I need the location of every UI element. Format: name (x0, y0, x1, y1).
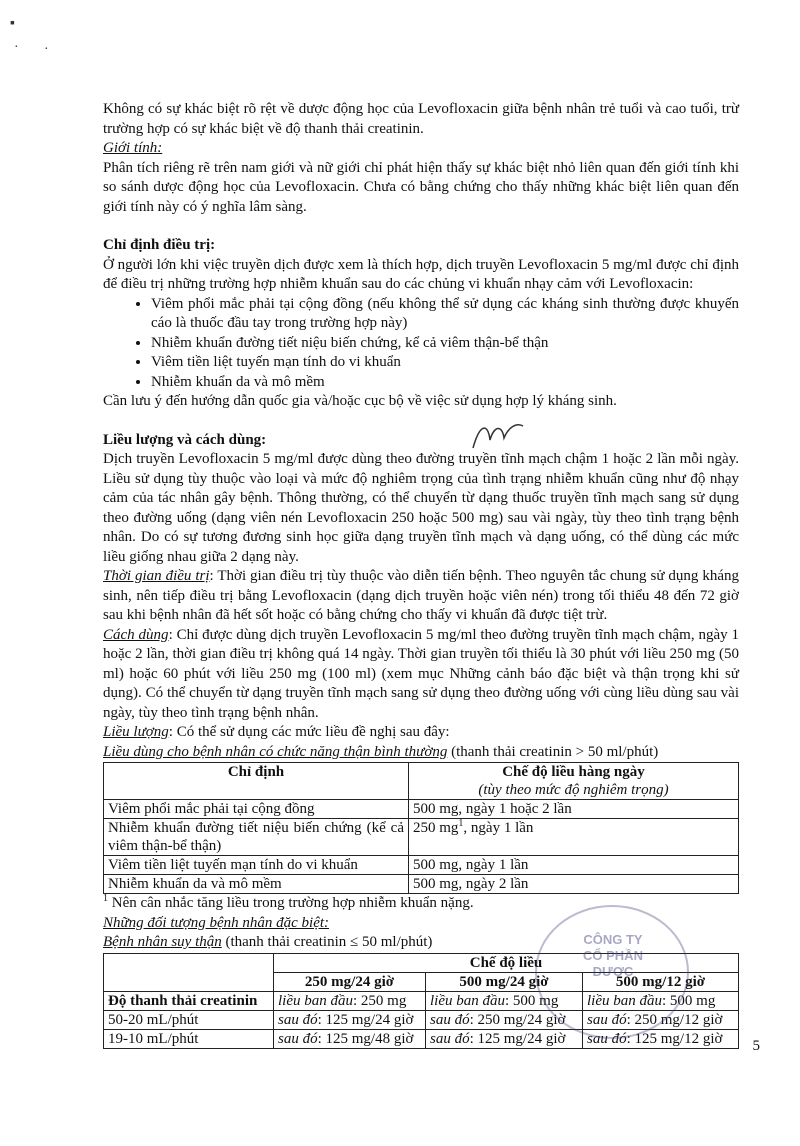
table-row: 19-10 mL/phút sau đó: 125 mg/48 giờ sau đó: 125 mg/24 giờ sau đó: 125 mg/12 giờ (104, 1029, 739, 1048)
indication-list (103, 295, 739, 393)
label-duration: Thời gian điều trị (103, 568, 210, 584)
table-row: 50-20 mL/phút sau đó: 125 mg/24 giờ sau đó: 250 mg/24 giờ sau đó: 250 mg/12 giờ (104, 1010, 739, 1029)
heading-indications: Chỉ định điều trị: (103, 237, 216, 253)
caption-normal-renal: Liều dùng cho bệnh nhân có chức năng thận bình thường (thanh thải creatinin > 50 ml/phút) (103, 743, 659, 760)
list-item: • Viêm phổi mắc phải tại cộng đồng (nếu không thể sử dụng các kháng sinh thường được khuyến cáo là thuốc đầu tay trong trường hợp này) (151, 295, 739, 334)
heading-dosage: Liều lượng và cách dùng: (103, 431, 267, 448)
paragraph-gender: Phân tích riêng rẽ trên nam giới và nữ giới chỉ phát hiện thấy sự khác biệt nhỏ liên quan đến giới tính khi so sánh dược động học của Levofloxacin. Chưa có bằng chứng cho thấy những khác biệt liên quan đến giới tính này có ý nghĩa lâm sàng. (103, 159, 739, 215)
list-item: • Nhiễm khuẩn da và mô mềm (151, 373, 739, 393)
paragraph-administration: Cách dùng: Chỉ được dùng dịch truyền Levofloxacin 5 mg/ml theo đường truyền tĩnh mạch chậm, ngày 1 hoặc 2 lần, thời gian điều trị không quá 14 ngày. Thời gian truyền tối thiểu là 30 phút với liều 250 mg (50 ml) hoặc 60 phút với liều 250 mg (100 ml) (xem mục Những cảnh báo đặc biệt và thận trọng khi sử dụng). Có thể chuyển từ dạng truyền tĩnh mạch sang sử dụng theo đường uống với cùng liều dùng sau vài ngày, tùy theo tình trạng bệnh nhân. (103, 626, 739, 721)
document-page (103, 100, 739, 1049)
caption-renal-impairment: Bệnh nhân suy thận (thanh thải creatinin ≤ 50 ml/phút) (103, 934, 433, 950)
footnote: $^1$ Nên cân nhắc tăng liều trong trường hợp nhiễm khuẩn nặng. (103, 893, 474, 911)
list-item: • Viêm tiền liệt tuyến mạn tính do vi khuẩn (151, 353, 739, 373)
table-row: Nhiễm khuẩn da và mô mềm 500 mg, ngày 2 lần (104, 875, 739, 894)
page-number: 5 (752, 1038, 760, 1054)
paragraph-indications-intro: Ở người lớn khi việc truyền dịch được xem là thích hợp, dịch truyền Levofloxacin 5 mg/ml được chỉ định để điều trị những trường hợp nhiễm khuẩn sau do các chủng vi khuẩn nhạy cảm với Levofloxacin: (103, 256, 739, 292)
table-header-row: 250 mg/24 giờ 500 mg/24 giờ 500 mg/12 giờ (104, 972, 739, 991)
table-dosing-normal (103, 762, 739, 894)
list-item: • Nhiễm khuẩn đường tiết niệu biến chứng, kể cả viêm thận-bể thận (151, 334, 739, 354)
heading-special-populations: Những đối tượng bệnh nhân đặc biệt: (103, 914, 330, 931)
scan-speck: · (44, 42, 49, 57)
table-header-row: Chế độ liều (104, 953, 739, 972)
paragraph-age: Không có sự khác biệt rõ rệt về dược động học của Levofloxacin giữa bệnh nhân trẻ tuổi và cao tuổi, trừ trường hợp có sự khác biệt về độ thanh thải creatinin. (103, 101, 739, 137)
label-administration: Cách dùng (103, 626, 169, 643)
table-header-row: Chỉ định Chế độ liều hàng ngày (tùy theo mức độ nghiêm trọng) (104, 763, 739, 800)
paragraph-antibiotic-note: Cần lưu ý đến hướng dẫn quốc gia và/hoặc cục bộ về việc sử dụng hợp lý kháng sinh. (103, 393, 617, 409)
paragraph-dosage: Dịch truyền Levofloxacin 5 mg/ml được dùng theo đường truyền tĩnh mạch chậm 1 hoặc 2 lần mỗi ngày. Liều sử dụng tùy thuộc vào loại và mức độ nghiêm trọng của tình trạng nhiễm khuẩn cũng như độ nhạy cảm của tác nhân gây bệnh. Thông thường, có thể chuyển từ dạng thuốc truyền tĩnh mạch sang sử dụng theo đường uống (dạng viên nén Levofloxacin 250 hoặc 500 mg) sau vài ngày, tùy theo tình trạng bệnh nhân. Do có sự tương đương sinh học giữa dạng truyền tĩnh mạch và dạng uống, có thể dùng các mức liều giống nhau giữa 2 dạng này. (103, 451, 739, 565)
table-row: Nhiễm khuẩn đường tiết niệu biến chứng (kể cả viêm thận-bể thận) 250 $mg^1$, ngày 1 lần (104, 819, 739, 856)
signature-mark (468, 418, 528, 458)
heading-gender: Giới tính: (103, 140, 163, 156)
scan-speck: · (14, 40, 19, 55)
paragraph-dose: Liều lượng: Có thể sử dụng các mức liều đề nghị sau đây: (103, 724, 450, 740)
table-row: Độ thanh thải creatinin liều ban đầu: 250 mg liều ban đầu: 500 mg liều ban đầu: 500 mg (104, 991, 739, 1010)
label-dose: Liều lượng (103, 724, 169, 740)
scan-speck: ▪ (10, 16, 15, 31)
paragraph-duration: Thời gian điều trị: Thời gian điều trị tùy thuộc vào diễn tiến bệnh. Theo nguyên tắc chung sử dụng kháng sinh, nên tiếp điều trị bằng Levofloxacin (dạng dịch truyền hoặc viên nén) trong tối thiểu 48 đến 72 giờ sau khi bệnh nhân đã hết sốt hoặc có bằng chứng cho thấy vi khuẩn đã được tiệt trừ. (103, 568, 739, 623)
company-stamp-text: CÔNG TY CỔ PHẦN DƯỢC (583, 932, 643, 979)
table-row: Viêm phổi mắc phải tại cộng đồng 500 mg, ngày 1 hoặc 2 lần (104, 800, 739, 819)
table-row: Viêm tiền liệt tuyến mạn tính do vi khuẩn 500 mg, ngày 1 lần (104, 856, 739, 875)
